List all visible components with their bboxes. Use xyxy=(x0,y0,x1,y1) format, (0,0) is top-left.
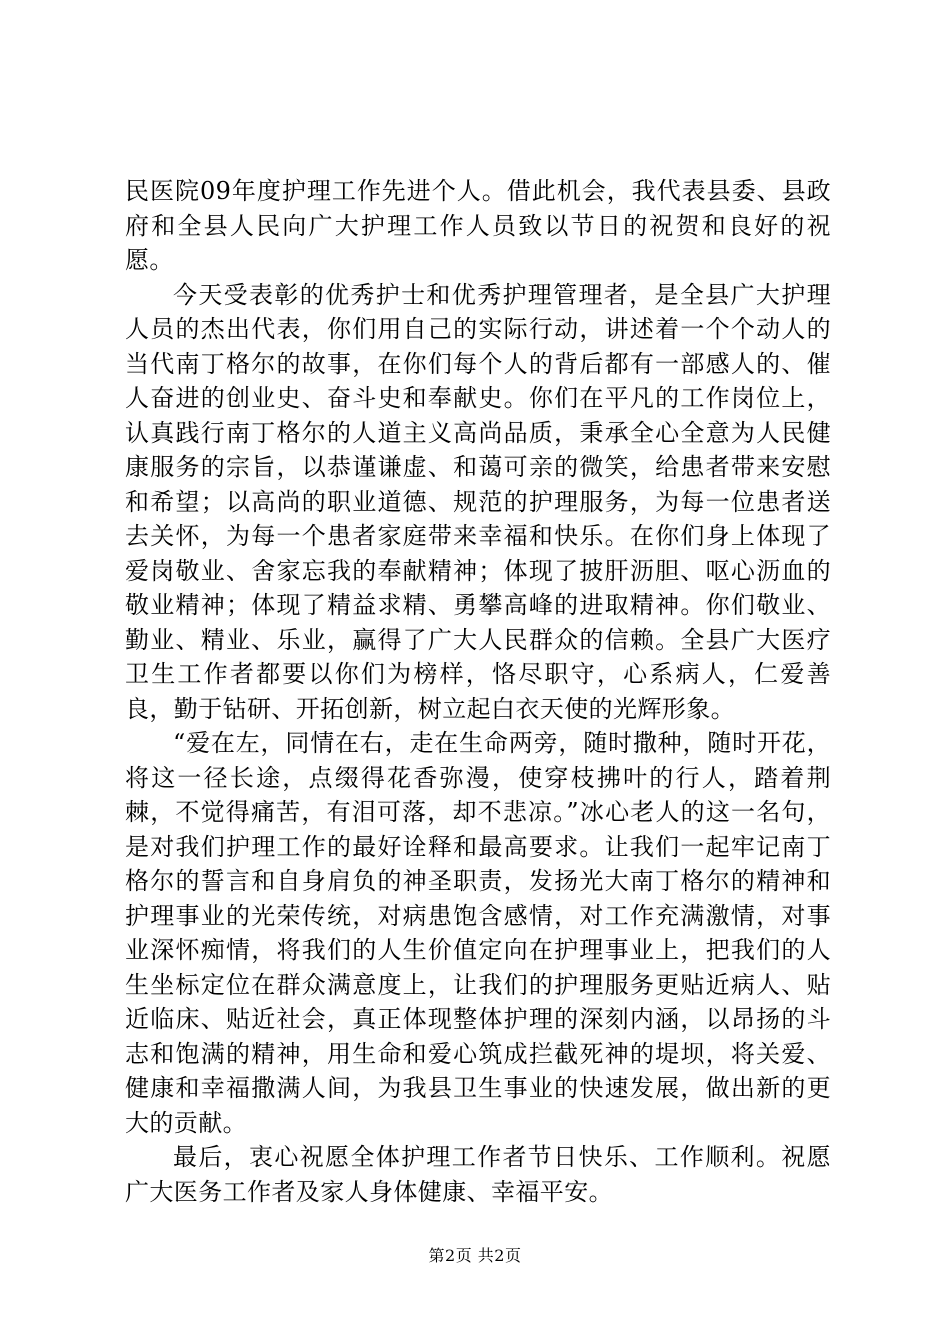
paragraph-commendation: 今天受表彰的优秀护士和优秀护理管理者，是全县广大护理人员的杰出代表，你们用自己的实际行动，讲述着一个个动人的当代南丁格尔的故事，在你们每个人的背后都有一部感人的、催人奋进的创业史、奋斗史和奉献史。你们在平凡的工作岗位上，认真践行南丁格尔的人道主义高尚品质，秉承全心全意为人民健康服务的宗旨，以恭谨谦虚、和蔼可亲的微笑，给患者带来安慰和希望；以高尚的职业道德、规范的护理服务，为每一位患者送去关怀，为每一个患者家庭带来幸福和快乐。在你们身上体现了爱岗敬业、舍家忘我的奉献精神；体现了披肝沥胆、呕心沥血的敬业精神；体现了精益求精、勇攀高峰的进取精神。你们敬业、勤业、精业、乐业，赢得了广大人民群众的信赖。全县广大医疗卫生工作者都要以你们为榜样，恪尽职守，心系病人，仁爱善良，勤于钻研、开拓创新，树立起白衣天使的光辉形象。 xyxy=(125,280,831,723)
paragraph-closing: 最后，衷心祝愿全体护理工作者节日快乐、工作顺利。祝愿广大医务工作者及家人身体健康、幸福平安。 xyxy=(125,1143,831,1206)
paragraph-continued: 民医院09年度护理工作先进个人。借此机会，我代表县委、县政府和全县人民向广大护理工作人员致以节日的祝贺和良好的祝愿。 xyxy=(125,177,831,274)
document-body xyxy=(125,174,831,1209)
paragraph-quote: “爱在左，同情在右，走在生命两旁，随时撒种，随时开花，将这一径长途，点缀得花香弥漫，使穿枝拂叶的行人，踏着荆棘，不觉得痛苦，有泪可落，却不悲凉。”冰心老人的这一名句，是对我们护理工作的最好诠释和最高要求。让我们一起牢记南丁格尔的誓言和自身肩负的神圣职责，发扬光大南丁格尔的精神和护理事业的光荣传统，对病患饱含感情，对工作充满激情，对事业深怀痴情，将我们的人生价值定向在护理事业上，把我们的人生坐标定位在群众满意度上，让我们的护理服务更贴近病人、贴近临床、贴近社会，真正体现整体护理的深刻内涵，以昂扬的斗志和饱满的精神，用生命和爱心筑成拦截死神的堤坝，将关爱、健康和幸福撒满人间，为我县卫生事业的快速发展，做出新的更大的贡献。 xyxy=(125,729,831,1137)
page-number-footer: 第2页 共2页 xyxy=(428,1246,522,1265)
